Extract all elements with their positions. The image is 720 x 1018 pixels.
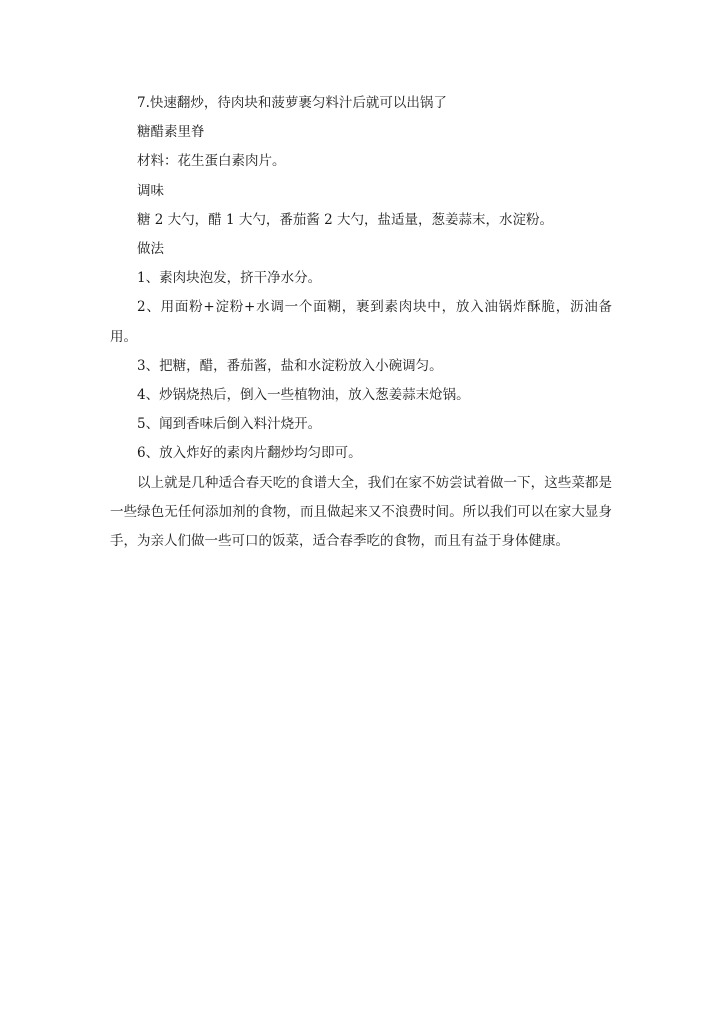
seasoning-list: 糖 2 大勺，醋 1 大勺，番茄酱 2 大勺，盐适量，葱姜蒜末，水淀粉。	[137, 211, 554, 228]
method-step-5: 5、闻到香味后倒入料汁烧开。	[137, 416, 322, 433]
method-step-3: 3、把糖，醋，番茄酱，盐和水淀粉放入小碗调匀。	[137, 357, 443, 374]
ingredients-line: 材料：花生蛋白素肉片。	[137, 153, 286, 170]
method-step-6: 6、放入炸好的素肉片翻炒均匀即可。	[137, 445, 362, 462]
seasoning-heading: 调味	[137, 182, 164, 199]
conclusion-paragraph: 以上就是几种适合春天吃的食谱大全，我们在家不妨尝试着做一下，这些菜都是一些绿色无任何添加剂的食物，而且做起来又不浪费时间。所以我们可以在家大显身手，为亲人们做一些可口的饭菜，适合春季吃的食物，而且有益于身体健康。	[110, 474, 612, 550]
document-body	[110, 89, 612, 556]
method-step-2: 2、用面粉+淀粉+水调一个面糊，裹到素肉块中，放入油锅炸酥脆，沥油备用。	[110, 299, 612, 345]
method-heading: 做法	[137, 241, 164, 258]
method-step-1: 1、素肉块泡发，挤干净水分。	[137, 270, 322, 287]
step-7-line: 7.快速翻炒，待肉块和菠萝裹匀料汁后就可以出锅了	[137, 95, 447, 111]
recipe-title: 糖醋素里脊	[137, 124, 205, 141]
method-step-4: 4、炒锅烧热后，倒入一些植物油，放入葱姜蒜末炝锅。	[137, 387, 470, 404]
